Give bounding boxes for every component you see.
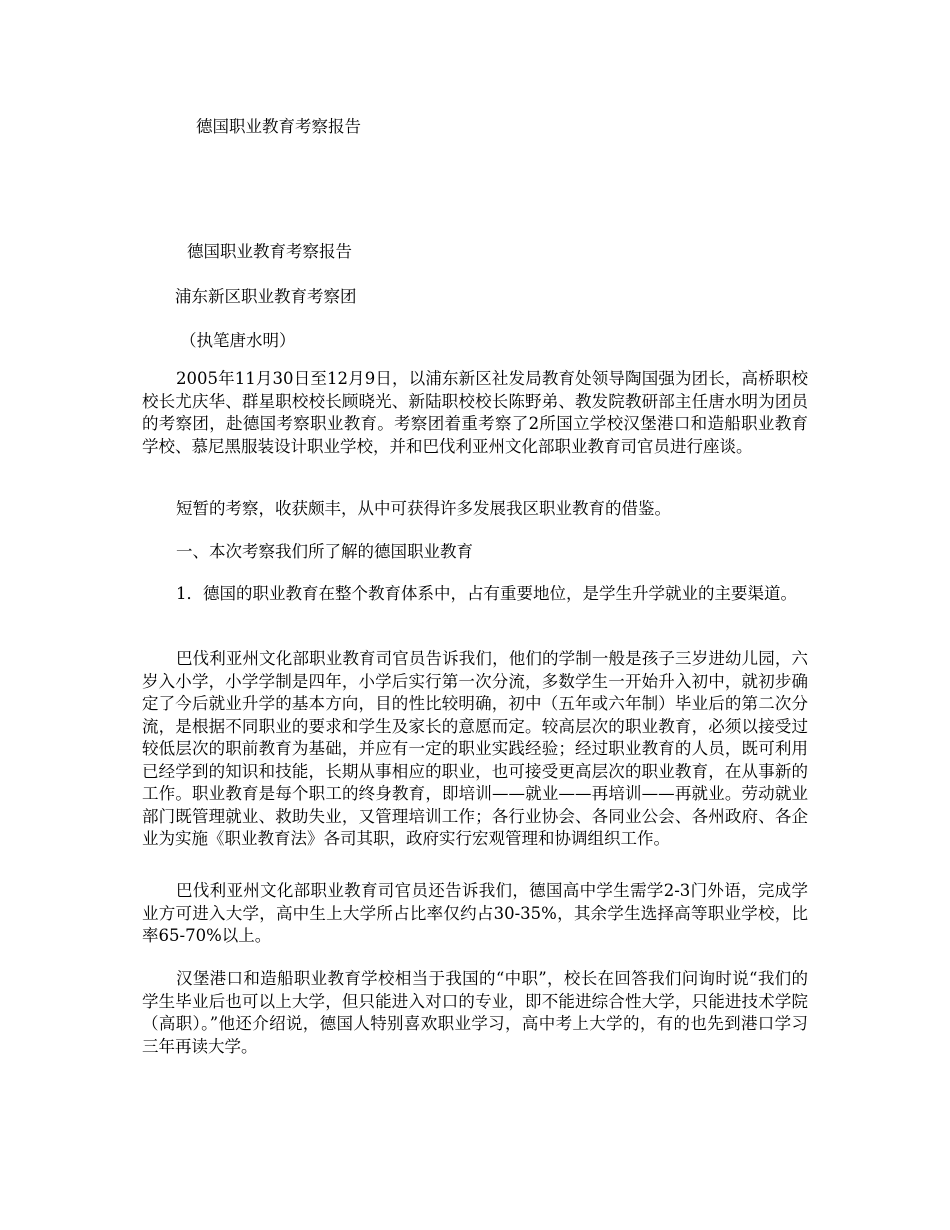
author-note: （执笔唐水明） [180, 331, 296, 350]
paragraph-summary: 短暂的考察，收获颇丰，从中可获得许多发展我区职业教育的借鉴。 [176, 499, 671, 518]
header-title: 德国职业教育考察报告 [196, 117, 361, 136]
document-title: 德国职业教育考察报告 [187, 242, 352, 261]
organization-name: 浦东新区职业教育考察团 [175, 287, 357, 306]
subsection-heading: 1．德国的职业教育在整个教育体系中，占有重要地位，是学生升学就业的主要渠道。 [176, 584, 797, 603]
paragraph-bavaria-system: 巴伐利亚州文化部职业教育司官员告诉我们，他们的学制一般是孩子三岁进幼儿园，六岁入小学，小学学制是四年，小学后实行第一次分流，多数学生一开始升入初中，就初步确定了今后就业升学的基本方向，目的性比较明确，初中（五年或六年制）毕业后的第二次分流，是根据不同职业的要求和学生及家长的意愿而定。较高层次的职业教育，必须以接受过较低层次的职前教育为基础，并应有一定的职业实践经验；经过职业教育的人员，既可利用已经学到的知识和技能，长期从事相应的职业，也可接受更高层次的职业教育，在从事新的工作。职业教育是每个职工的终身教育，即培训——就业——再培训——再就业。劳动就业部门既管理就业、救助失业，又管理培训工作；各行业协会、各同业公会、各州政府、各企业为实施《职业教育法》各司其职，政府实行宏观管理和协调组织工作。 [142, 649, 808, 848]
paragraph-bavaria-ratio: 巴伐利亚州文化部职业教育司官员还告诉我们，德国高中学生需学2-3门外语，完成学业方可进入大学，高中生上大学所占比率仅约占30-35%，其余学生选择高等职业学校，比率65-70%以上。 [142, 881, 808, 945]
paragraph-intro: 2005年11月30日至12月9日，以浦东新区社发局教育处领导陶国强为团长，高桥职校校长尤庆华、群星职校校长顾晓光、新陆职校校长陈野弟、教发院教研部主任唐水明为团员的考察团，赴德国考察职业教育。考察团着重考察了2所国立学校汉堡港口和造船职业教育学校、慕尼黑服装设计职业学校，并和巴伐利亚州文化部职业教育司官员进行座谈。 [142, 369, 808, 456]
paragraph-hamburg-school: 汉堡港口和造船职业教育学校相当于我国的“中职”，校长在回答我们问询时说“我们的学生毕业后也可以上大学，但只能进入对口的专业，即不能进综合性大学，只能进技术学院（高职）。”他还介绍说，德国人特别喜欢职业学习，高中考上大学的，有的也先到港口学习三年再读大学。 [142, 969, 808, 1056]
section-heading: 一、本次考察我们所了解的德国职业教育 [176, 542, 473, 561]
